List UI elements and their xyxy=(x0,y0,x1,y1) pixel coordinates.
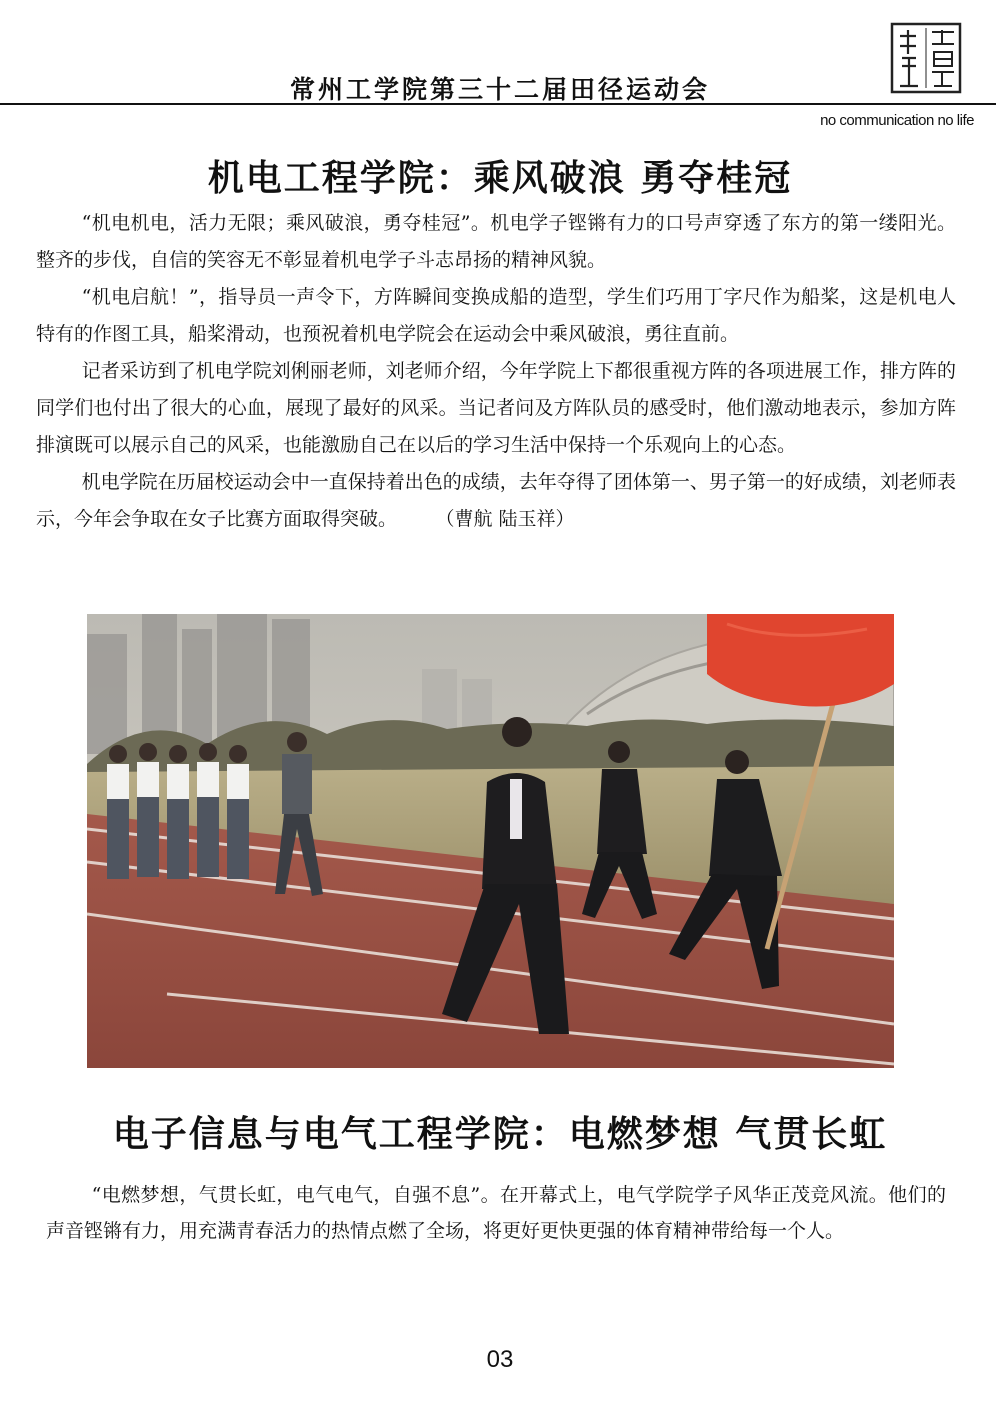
byline: （曹航 陆玉祥） xyxy=(445,508,575,530)
section-title-electrical: 电子信息与电气工程学院：电燃梦想 气贯长虹 xyxy=(112,1113,888,1155)
paragraph-text: 机电学院在历届校运动会中一直保持着出色的成绩，去年夺得了团体第一、男子第一的好成绩，刘老师表示，今年会争取在女子比赛方面取得突破。 xyxy=(36,471,956,530)
paragraph: “机电启航！”，指导员一声令下，方阵瞬间变换成船的造型，学生们巧用丁字尺作为船桨，这是机电人特有的作图工具，船桨滑动，也预祝着机电学院会在运动会中乘风破浪，勇往直前。 xyxy=(36,286,956,345)
tagline: no communication no life xyxy=(820,112,974,129)
section-title-mechatronics: 机电工程学院：乘风破浪 勇夺桂冠 xyxy=(207,157,793,199)
page-number: 03 xyxy=(486,1346,514,1373)
paragraph: “电燃梦想，气贯长虹，电气电气，自强不息”。在开幕式上，电气学院学子风华正茂竞风流。他们的声音铿锵有力，用充满青春活力的热情点燃了全场，将更好更快更强的体育精神带给每一个人。 xyxy=(46,1184,946,1242)
newsletter-title: 常州工学院第三十二届田径运动会 xyxy=(289,75,710,104)
paragraph xyxy=(36,464,956,538)
society-seal-logo xyxy=(890,22,962,94)
paragraph: “机电机电，活力无限；乘风破浪，勇夺桂冠”。机电学子铿锵有力的口号声穿透了东方的第一缕阳光。整齐的步伐，自信的笑容无不彰显着机电学子斗志昂扬的精神风貌。 xyxy=(36,212,956,271)
paragraph: 记者采访到了机电学院刘俐丽老师，刘老师介绍，今年学院上下都很重视方阵的各项进展工作，排方阵的同学们也付出了很大的心血，展现了最好的风采。当记者问及方阵队员的感受时，他们激动地表示，参加方阵排演既可以展示自己的风采，也能激励自己在以后的学习生活中保持一个乐观向上的心态。 xyxy=(36,360,956,456)
photo-illustration xyxy=(87,614,894,1068)
article-body-mechatronics xyxy=(36,205,956,538)
marching-students-photo xyxy=(87,614,894,1068)
header-divider xyxy=(0,103,996,105)
article-body-electrical xyxy=(46,1177,946,1249)
